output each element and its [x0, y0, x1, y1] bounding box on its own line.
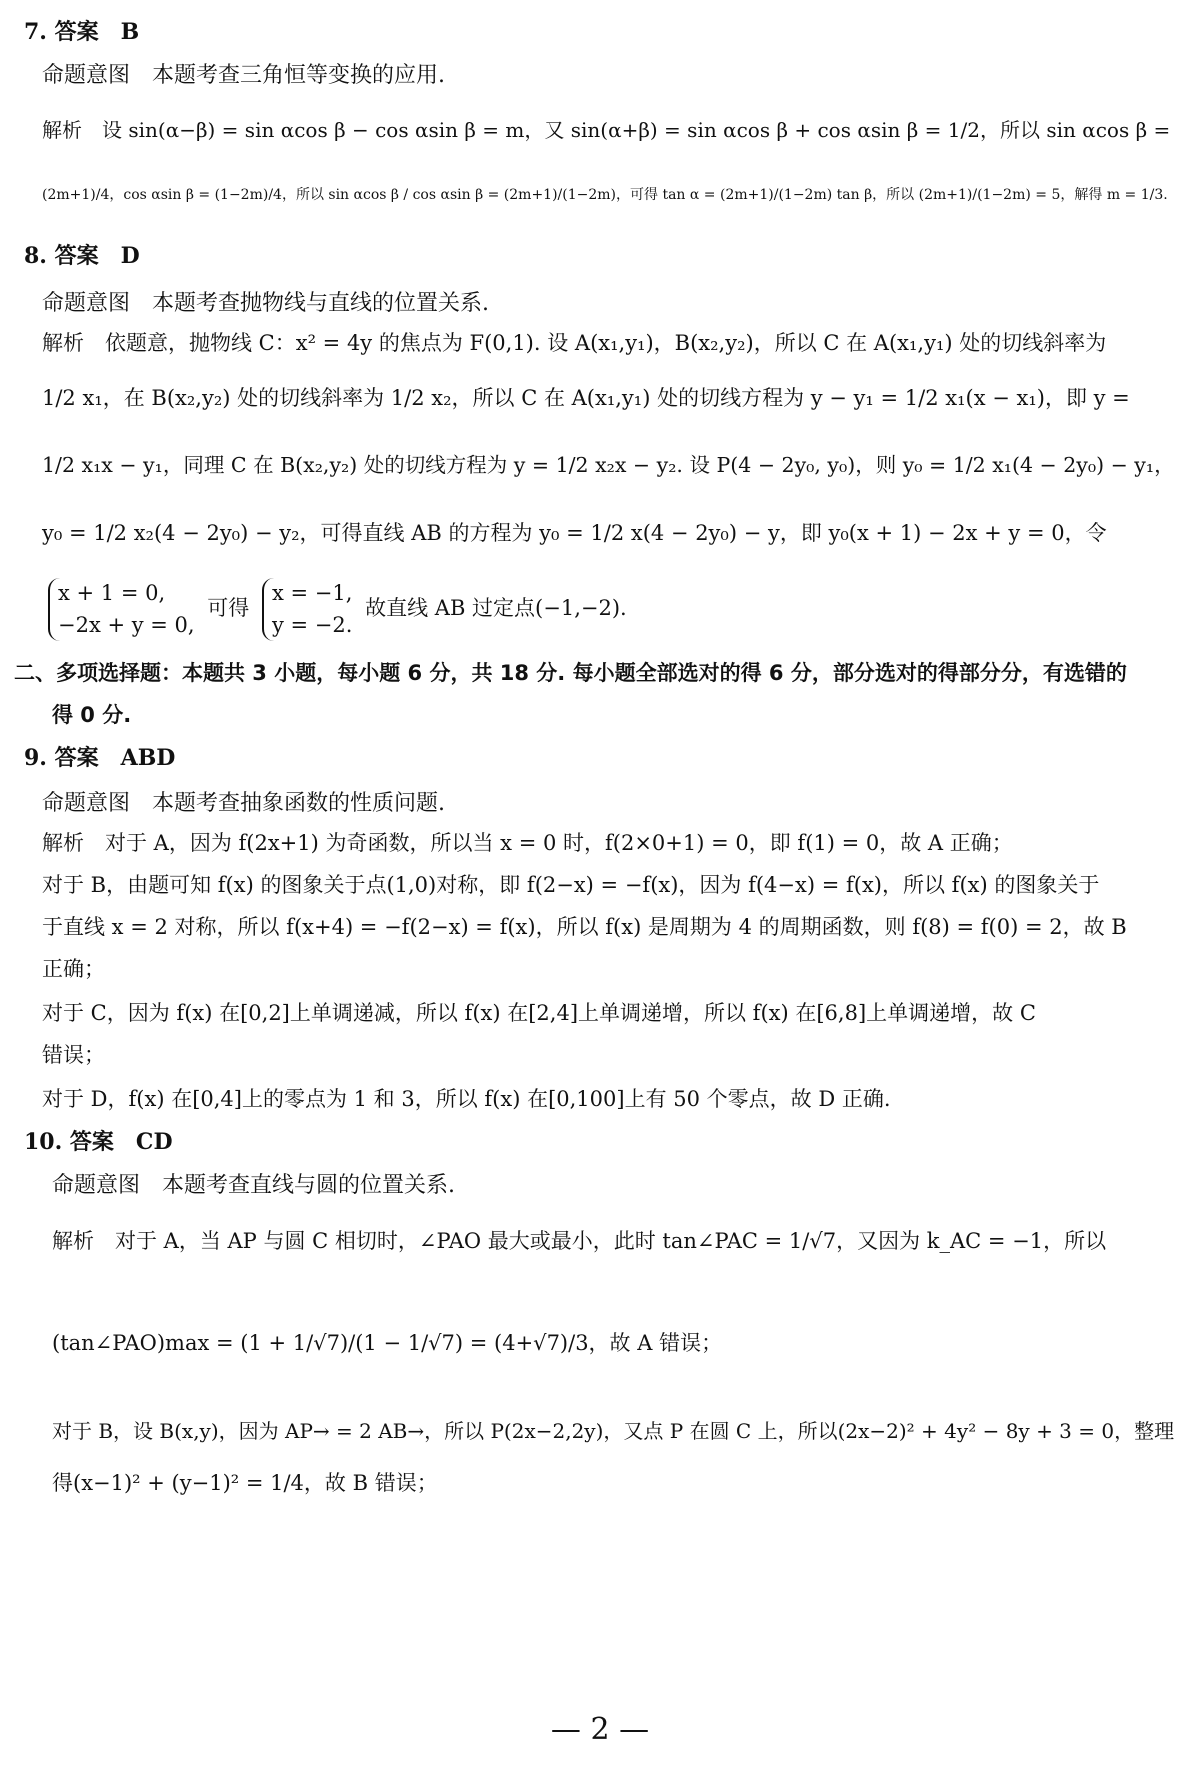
system1-eq1: x + 1 = 0, — [58, 581, 166, 605]
system2-eq2: y = −2. — [271, 612, 353, 637]
q8-solution-line2: 1/2 x₁，在 B(x₂,y₂) 处的切线斜率为 1/2 x₂，所以 C 在 A(x₁,y₁) 处的切线方程为 y − y₁ = 1/2 x₁(x − x₁)，即 y = — [42, 386, 1130, 410]
q8-solution-systems — [42, 578, 627, 641]
section2-title-line1: 二、多项选择题：本题共 3 小题，每小题 6 分，共 18 分. 每小题全部选对的得 6 分，部分选对的得部分分，有选错的 — [14, 661, 1127, 685]
q7-solution-line2: (2m+1)/4，cos αsin β = (1−2m)/4，所以 sin αcos β / cos αsin β = (2m+1)/(1−2m)，可得 tan α = (2m+1)/(1−2m) tan β，所以 (2m+1)/(1−2m) = 5，解得 m = 1/3. — [42, 187, 1168, 203]
q8-conclusion: 故直线 AB 过定点(−1,−2). — [365, 596, 627, 620]
q9-solution-line1: 解析 对于 A，因为 f(2x+1) 为奇函数，所以当 x = 0 时，f(2×0+1) = 0，即 f(1) = 0，故 A 正确； — [42, 831, 1013, 855]
q9-solution-line6: 错误； — [42, 1043, 105, 1067]
q8-solution-line4: y₀ = 1/2 x₂(4 − 2y₀) − y₂，可得直线 AB 的方程为 y₀ = 1/2 x(4 − 2y₀) − y，即 y₀(x + 1) − 2x + y = 0，令 — [42, 521, 1107, 545]
q10-intent: 命题意图 本题考查直线与圆的位置关系. — [52, 1173, 455, 1198]
q7-answer: 7. 答案 B — [24, 19, 140, 45]
page-number: — 2 — — [550, 1712, 650, 1747]
q7-intent: 命题意图 本题考查三角恒等变换的应用. — [42, 63, 445, 88]
q8-solution-line1: 解析 依题意，抛物线 C：x² = 4y 的焦点为 F(0,1). 设 A(x₁,y₁)，B(x₂,y₂)，所以 C 在 A(x₁,y₁) 处的切线斜率为 — [42, 331, 1107, 355]
equation-system-1 — [48, 578, 195, 641]
q9-solution-line2: 对于 B，由题可知 f(x) 的图象关于点(1,0)对称，即 f(2−x) = −f(x)，因为 f(4−x) = f(x)，所以 f(x) 的图象关于 — [42, 873, 1100, 897]
q9-solution-line5: 对于 C，因为 f(x) 在[0,2]上单调递减，所以 f(x) 在[2,4]上单调递增，所以 f(x) 在[6,8]上单调递增，故 C — [42, 1001, 1036, 1025]
q9-intent: 命题意图 本题考查抽象函数的性质问题. — [42, 791, 445, 816]
q10-solution-line3: 对于 B，设 B(x,y)，因为 AP→ = 2 AB→，所以 P(2x−2,2y)，又点 P 在圆 C 上，所以(2x−2)² + 4y² − 8y + 3 = 0，整理 — [52, 1419, 1175, 1443]
q8-solution-line3: 1/2 x₁x − y₁，同理 C 在 B(x₂,y₂) 处的切线方程为 y = 1/2 x₂x − y₂. 设 P(4 − 2y₀, y₀)，则 y₀ = 1/2 x₁(4 − 2y₀) − y₁， — [42, 453, 1175, 477]
q8-intent: 命题意图 本题考查抛物线与直线的位置关系. — [42, 291, 489, 316]
q8-answer: 8. 答案 D — [24, 243, 140, 269]
q10-solution-line1: 解析 对于 A，当 AP 与圆 C 相切时，∠PAO 最大或最小，此时 tan∠PAC = 1/√7，又因为 k_AC = −1，所以 — [52, 1229, 1107, 1253]
q10-answer: 10. 答案 CD — [24, 1129, 173, 1155]
q9-answer: 9. 答案 ABD — [24, 745, 176, 771]
q9-solution-line3: 于直线 x = 2 对称，所以 f(x+4) = −f(2−x) = f(x)，所以 f(x) 是周期为 4 的周期函数，则 f(8) = f(0) = 2，故 B — [42, 915, 1127, 939]
equation-system-2 — [262, 578, 352, 641]
section2-title-line2: 得 0 分. — [52, 703, 132, 727]
q7-solution-line1: 解析 设 sin(α−β) = sin αcos β − cos αsin β = m，又 sin(α+β) = sin αcos β + cos αsin β = 1/2，所以 sin αcos β = — [42, 118, 1171, 142]
system1-eq2: −2x + y = 0, — [58, 612, 195, 637]
system2-eq1: x = −1, — [271, 581, 353, 605]
q9-solution-line7: 对于 D，f(x) 在[0,4]上的零点为 1 和 3，所以 f(x) 在[0,100]上有 50 个零点，故 D 正确. — [42, 1087, 891, 1111]
q10-solution-line2: (tan∠PAO)max = (1 + 1/√7)/(1 − 1/√7) = (4+√7)/3，故 A 错误； — [52, 1331, 723, 1355]
implies-text: 可得 — [207, 596, 250, 620]
q9-solution-line4: 正确； — [42, 957, 105, 981]
q10-solution-line4: 得(x−1)² + (y−1)² = 1/4，故 B 错误； — [52, 1471, 438, 1495]
